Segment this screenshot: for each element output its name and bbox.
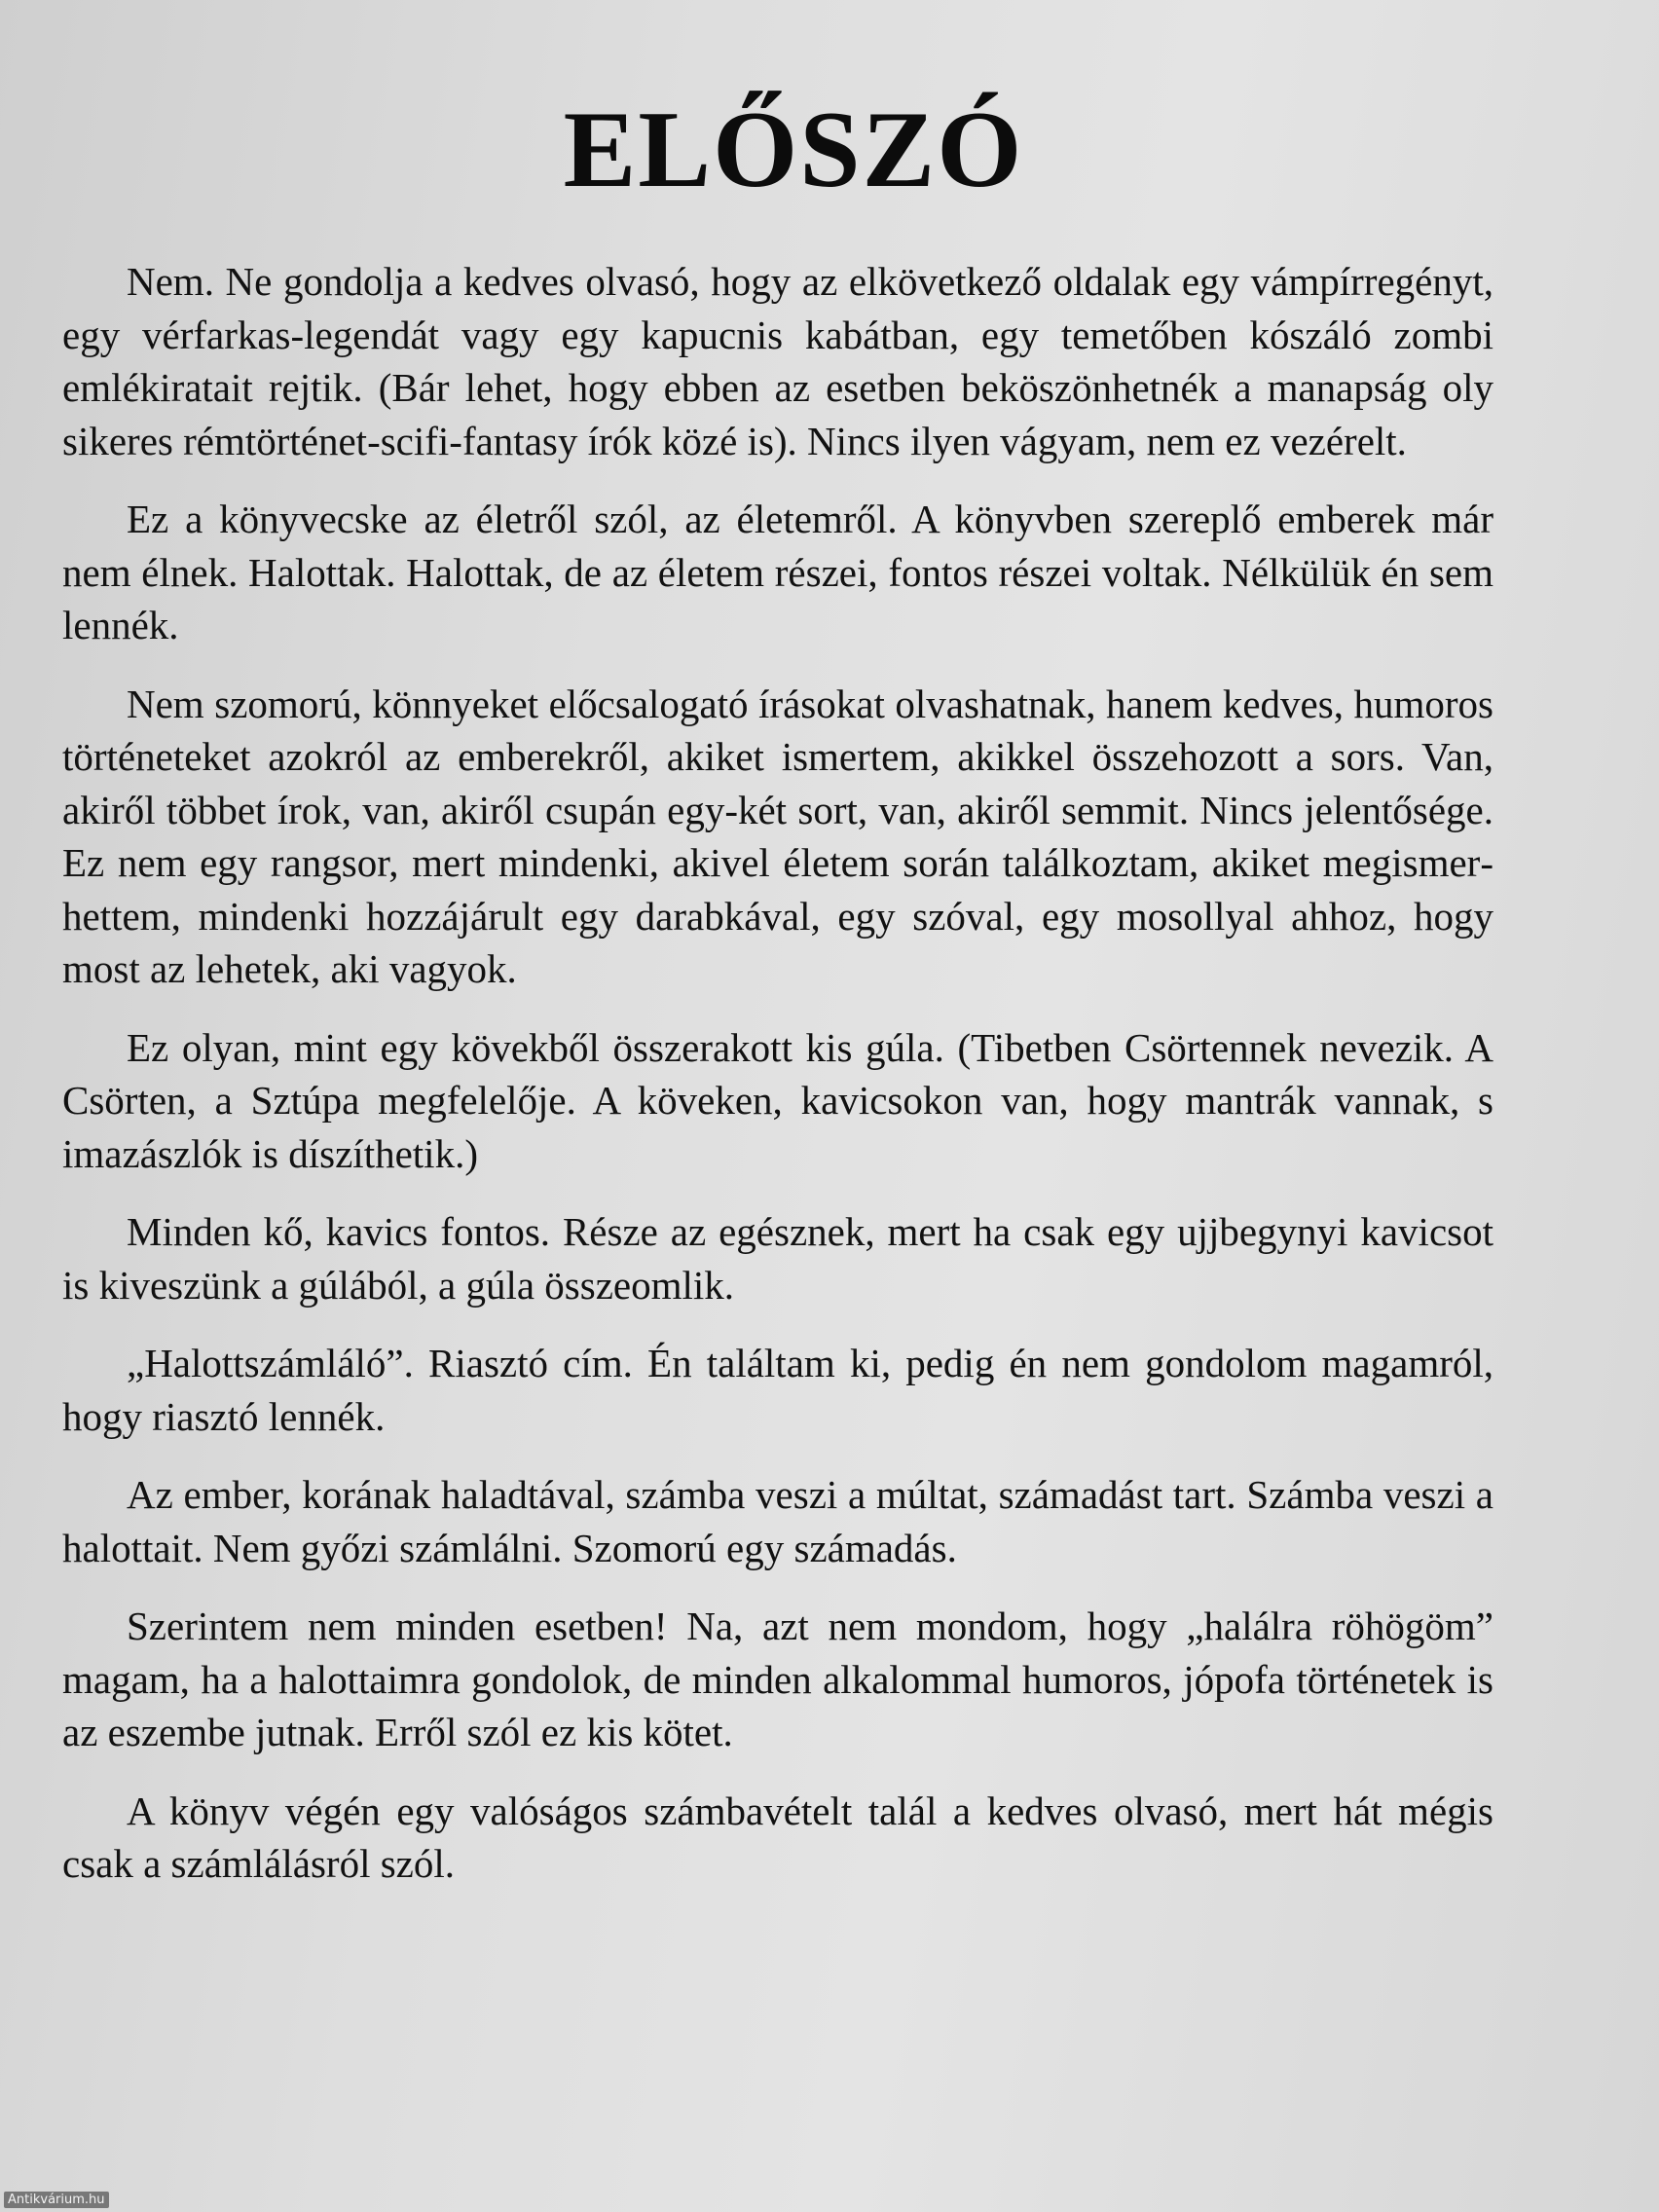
- body-text: [62, 255, 1493, 1916]
- paragraph-9: A könyv végén egy valóságos számbavételt talál a kedves olvasó, mert hát mégis csak a számlálásról szól.: [62, 1788, 1493, 1886]
- paragraph-8: Szerintem nem minden esetben! Na, azt nem mondom, hogy „halálra röhögöm” magam, ha a halottaimra gondolok, de minden alkalommal humoros, jópofa történetek is az eszembe jutnak. Erről szól ez kis kötet.: [62, 1604, 1493, 1754]
- source-watermark: Antikvárium.hu: [4, 2192, 109, 2208]
- paragraph-6: „Halottszámláló”. Riasztó cím. Én találtam ki, pedig én nem gondolom magamról, hogy riasztó lennék.: [62, 1341, 1493, 1439]
- paragraph-5: Minden kő, kavics fontos. Része az egésznek, mert ha csak egy ujjbegynyi kavicsot is kiveszünk a gúlából, a gúla összeomlik.: [62, 1209, 1493, 1308]
- paragraph-3: Nem szomorú, könnyeket előcsalogató írásokat olvashatnak, hanem kedves, humoros történeteket azokról az emberekről, akiket ismertem, akikkel összehozott a sors. Van, akiről többet írok, van, akiről csupán egy-két sort, van, akiről semmit. Nincs jelentősége. Ez nem egy rangsor, mert mindenki, akivel életem során találkoztam, akiket megismerhettem, mindenki hozzájárult egy darabkával, egy szóval, egy mosollyal ahhoz, hogy most az lehetek, aki vagyok.: [62, 681, 1493, 991]
- page-title: ELŐSZÓ: [563, 90, 1024, 210]
- paragraph-1: Nem. Ne gondolja a kedves olvasó, hogy az elkövetkező oldalak egy vámpírregényt, egy vérfarkas-legendát vagy egy kapucnis kabátban, egy temetőben kószáló zombi emlékiratait rejtik. (Bár lehet, hogy ebben az esetben beköszönhetnék a manapság oly sikeres rémtörténet-scifi-fantasy írók közé is). Nincs ilyen vágyam, nem ez vezérelt.: [62, 259, 1493, 463]
- paragraph-2: Ez a könyvecske az életről szól, az életemről. A könyvben szereplő emberek már nem élnek. Halottak. Halottak, de az életem részei, fontos részei voltak. Nélkülük én sem lennék.: [62, 497, 1493, 647]
- paragraph-7: Az ember, korának haladtával, számba veszi a múltat, számadást tart. Számba veszi a halottait. Nem győzi számlálni. Szomorú egy számadás.: [62, 1472, 1493, 1570]
- paragraph-4: Ez olyan, mint egy kövekből összerakott kis gúla. (Tibetben Csörtennek nevezik. A Csörten, a Sztúpa megfelelője. A köveken, kavicsokon van, hogy mantrák vannak, s imazászlók is díszíthetik.): [62, 1024, 1493, 1176]
